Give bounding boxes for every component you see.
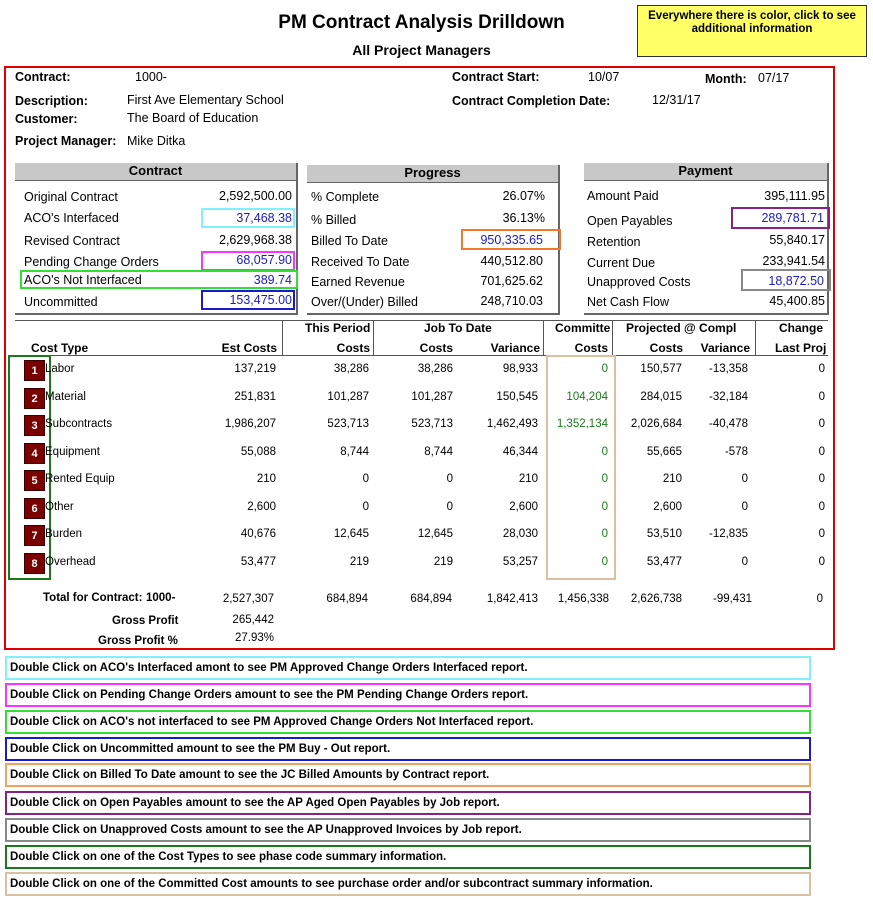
cell-committed[interactable]: 0 (601, 363, 608, 375)
cost-type-button[interactable]: 3 (24, 415, 45, 436)
cell-jtd: 219 (433, 556, 453, 568)
col-divider (755, 320, 756, 356)
cell-var: 98,933 (502, 363, 538, 375)
hint-row: Double Click on ACO's not interfaced to see PM Approved Change Orders Not Interfaced report. (5, 710, 811, 734)
total-change: 0 (816, 593, 823, 605)
col-header-jtd-variance: Variance (490, 341, 540, 355)
cell-change: 0 (818, 418, 825, 430)
cell-var: 53,257 (502, 556, 538, 568)
cell-pvar: -578 (724, 446, 748, 458)
open-payables-label: Open Payables (587, 214, 673, 228)
hint-row: Double Click on Billed To Date amount to see the JC Billed Amounts by Contract report. (5, 763, 811, 787)
pending-change-orders-label: Pending Change Orders (24, 255, 159, 269)
cost-type-button[interactable]: 2 (24, 388, 45, 409)
cost-type-button[interactable]: 6 (24, 498, 45, 519)
cell-var: 46,344 (502, 446, 538, 458)
billed-to-date-label: Billed To Date (311, 234, 388, 248)
total-label: Total for Contract: (43, 592, 143, 604)
cell-var: 150,545 (496, 391, 538, 403)
contract-value: 1000- (135, 70, 167, 84)
unapproved-costs-label: Unapproved Costs (587, 275, 691, 289)
cell-tp: 8,744 (340, 446, 369, 458)
cost-type-name: Other (45, 501, 74, 513)
cell-jtd: 38,286 (417, 363, 453, 375)
hint-row: Double Click on Pending Change Orders amount to see the PM Pending Change Orders report. (5, 683, 811, 707)
received-to-date-label: Received To Date (311, 255, 410, 269)
col-header-this-period-costs: Costs (336, 341, 370, 355)
cell-pvar: 0 (741, 556, 748, 568)
percent-complete-value: 26.07% (502, 189, 545, 203)
original-contract-value: 2,592,500.00 (219, 189, 292, 203)
col-header-est-costs: Est Costs (221, 341, 277, 355)
cell-tp: 38,286 (333, 363, 369, 375)
color-info-note: Everywhere there is color, click to see additional information (637, 5, 867, 57)
total-jtd-variance: 1,842,413 (486, 593, 538, 605)
cell-var: 28,030 (502, 528, 538, 540)
cell-var: 2,600 (509, 501, 538, 513)
cell-proj: 284,015 (640, 391, 682, 403)
cell-committed[interactable]: 0 (601, 528, 608, 540)
cell-jtd: 0 (446, 473, 453, 485)
cell-tp: 101,287 (327, 391, 369, 403)
contract-start-label: Contract Start: (452, 70, 540, 84)
cell-change: 0 (818, 473, 825, 485)
total-proj-variance: -99,431 (712, 593, 752, 605)
cell-proj: 53,510 (646, 528, 682, 540)
cell-tp: 523,713 (327, 418, 369, 430)
earned-revenue-label: Earned Revenue (311, 275, 405, 289)
col-divider (282, 320, 283, 356)
cell-committed[interactable]: 0 (601, 446, 608, 458)
current-due-label: Current Due (587, 256, 656, 270)
percent-billed-value: 36.13% (502, 211, 545, 225)
col-header-jtd-costs: Costs (419, 341, 453, 355)
cell-jtd: 0 (446, 501, 453, 513)
hint-row: Double Click on Open Payables amount to see the AP Aged Open Payables by Job report. (5, 791, 811, 815)
cell-pvar: 0 (741, 501, 748, 513)
col-header-projected: Projected @ Compl (626, 321, 737, 335)
month-label: Month: (705, 72, 747, 86)
cell-pvar: 0 (741, 473, 748, 485)
earned-revenue-value: 701,625.62 (480, 274, 543, 288)
hint-row: Double Click on Unapproved Costs amount to see the AP Unapproved Invoices by Job report. (5, 818, 811, 842)
amount-paid-value: 395,111.95 (764, 189, 825, 203)
cell-tp: 0 (362, 473, 369, 485)
col-header-this-period: This Period (305, 321, 371, 335)
gross-profit-label: Gross Profit (112, 615, 179, 627)
hint-row: Double Click on ACO's Interfaced amont to see PM Approved Change Orders Interfaced report. (5, 656, 811, 680)
cell-var: 210 (518, 473, 538, 485)
aco-not-interfaced-label: ACO's Not Interfaced (24, 273, 142, 287)
cost-type-name: Overhead (45, 556, 96, 568)
cell-pvar: -32,184 (708, 391, 748, 403)
cell-tp: 219 (349, 556, 369, 568)
cell-est: 2,600 (247, 501, 276, 513)
cost-type-button[interactable]: 1 (24, 360, 45, 381)
description-value: First Ave Elementary School (127, 93, 284, 107)
cell-est: 251,831 (234, 391, 276, 403)
aco-interfaced-value[interactable]: 37,468.38 (236, 211, 292, 225)
cell-jtd: 12,645 (417, 528, 453, 540)
pending-change-orders-value[interactable]: 68,057.90 (236, 253, 292, 267)
cell-committed[interactable]: 104,204 (566, 391, 608, 403)
cell-change: 0 (818, 363, 825, 375)
open-payables-value[interactable]: 289,781.71 (761, 211, 824, 225)
cell-est: 55,088 (240, 446, 276, 458)
cell-est: 53,477 (240, 556, 276, 568)
total-committed: 1,456,338 (557, 593, 609, 605)
cell-proj: 210 (662, 473, 682, 485)
page-title: PM Contract Analysis Drilldown (278, 12, 565, 33)
cell-proj: 150,577 (640, 363, 682, 375)
project-manager-value: Mike Ditka (127, 134, 186, 148)
cost-type-button[interactable]: 8 (24, 553, 45, 574)
col-divider (373, 320, 374, 356)
cell-jtd: 8,744 (424, 446, 453, 458)
retention-label: Retention (587, 235, 641, 249)
col-header-committed: Committe (555, 321, 611, 335)
col-header-job-to-date: Job To Date (424, 321, 492, 335)
customer-label: Customer: (15, 112, 78, 126)
cell-tp: 12,645 (333, 528, 369, 540)
cell-committed[interactable]: 0 (601, 556, 608, 568)
cell-change: 0 (818, 501, 825, 513)
current-due-value: 233,941.54 (762, 254, 825, 268)
contract-start-value: 10/07 (588, 70, 620, 84)
cell-change: 0 (818, 446, 825, 458)
col-divider (543, 320, 544, 356)
cell-committed[interactable]: 0 (601, 473, 608, 485)
col-header-change: Change (779, 321, 824, 335)
completion-date-value: 12/31/17 (652, 93, 701, 107)
cost-type-button[interactable]: 4 (24, 443, 45, 464)
uncommitted-value[interactable]: 153,475.00 (229, 293, 292, 307)
cell-var: 1,462,493 (486, 418, 538, 430)
hint-row: Double Click on one of the Committed Cost amounts to see purchase order and/or subcontract summary information. (5, 872, 811, 896)
percent-complete-label: % Complete (311, 190, 380, 204)
progress-panel-title: Progress (307, 165, 558, 183)
net-cash-flow-label: Net Cash Flow (587, 295, 669, 309)
over-under-billed-label: Over/(Under) Billed (311, 295, 418, 309)
month-value: 07/17 (758, 71, 790, 85)
received-to-date-value: 440,512.80 (480, 254, 543, 268)
gross-profit-pct-value: 27.93% (234, 632, 274, 644)
retention-value: 55,840.17 (769, 233, 825, 247)
total-this-period: 684,894 (326, 593, 368, 605)
cell-change: 0 (818, 391, 825, 403)
gross-profit-pct-label: Gross Profit % (98, 635, 178, 647)
original-contract-label: Original Contract (24, 190, 118, 204)
cell-est: 137,219 (234, 363, 276, 375)
aco-not-interfaced-value[interactable]: 389.74 (253, 273, 292, 287)
billed-to-date-value[interactable]: 950,335.65 (480, 233, 543, 247)
col-header-cost-type: Cost Type (31, 341, 89, 355)
cell-est: 40,676 (240, 528, 276, 540)
hint-row: Double Click on one of the Cost Types to see phase code summary information. (5, 845, 811, 869)
cost-type-name: Rented Equip (45, 473, 115, 485)
cell-jtd: 101,287 (411, 391, 453, 403)
cost-type-name: Burden (45, 528, 83, 540)
revised-contract-value: 2,629,968.38 (219, 233, 292, 247)
cell-proj: 55,665 (646, 446, 682, 458)
completion-date-label: Contract Completion Date: (452, 94, 611, 108)
total-contract: 1000- (146, 592, 176, 604)
col-divider (612, 320, 613, 356)
revised-contract-label: Revised Contract (24, 234, 120, 248)
committed-costs-highlight (546, 355, 616, 580)
col-header-committed-costs: Costs (574, 341, 608, 355)
total-est: 2,527,307 (222, 593, 274, 605)
total-jtd: 684,894 (410, 593, 452, 605)
uncommitted-label: Uncommitted (24, 295, 98, 309)
over-under-billed-value: 248,710.03 (480, 294, 543, 308)
contract-label: Contract: (15, 70, 71, 84)
description-label: Description: (15, 94, 88, 108)
cell-committed[interactable]: 0 (601, 501, 608, 513)
percent-billed-label: % Billed (311, 213, 357, 227)
cell-jtd: 523,713 (411, 418, 453, 430)
cell-tp: 0 (362, 501, 369, 513)
cell-committed[interactable]: 1,352,134 (556, 418, 608, 430)
payment-panel-title: Payment (584, 163, 827, 181)
cell-est: 210 (256, 473, 276, 485)
cell-pvar: -40,478 (708, 418, 748, 430)
contract-panel-title: Contract (15, 163, 296, 181)
cost-type-button[interactable]: 7 (24, 525, 45, 546)
net-cash-flow-value: 45,400.85 (769, 294, 825, 308)
customer-value: The Board of Education (127, 111, 259, 125)
page-subtitle: All Project Managers (352, 42, 491, 58)
cell-change: 0 (818, 528, 825, 540)
cell-est: 1,986,207 (224, 418, 276, 430)
amount-paid-label: Amount Paid (587, 189, 659, 203)
unapproved-costs-value[interactable]: 18,872.50 (768, 274, 824, 288)
cell-pvar: -12,835 (708, 528, 748, 540)
col-header-proj-costs: Costs (649, 341, 683, 355)
cell-pvar: -13,358 (708, 363, 748, 375)
project-manager-label: Project Manager: (15, 134, 117, 148)
cell-proj: 53,477 (646, 556, 682, 568)
col-header-proj-variance: Variance (700, 341, 750, 355)
cost-type-name: Equipment (45, 446, 100, 458)
cell-proj: 2,600 (653, 501, 682, 513)
cell-proj: 2,026,684 (630, 418, 682, 430)
cost-type-button[interactable]: 5 (24, 470, 45, 491)
cost-type-name: Material (45, 391, 86, 403)
table-header-rule (15, 355, 828, 356)
aco-interfaced-label: ACO's Interfaced (24, 211, 119, 225)
cell-change: 0 (818, 556, 825, 568)
cost-type-name: Labor (45, 363, 75, 375)
hint-row: Double Click on Uncommitted amount to see the PM Buy - Out report. (5, 737, 811, 761)
total-projected: 2,626,738 (630, 593, 682, 605)
gross-profit-value: 265,442 (232, 614, 274, 626)
col-header-last-proj: Last Proj (775, 341, 827, 355)
cost-type-name: Subcontracts (45, 418, 113, 430)
